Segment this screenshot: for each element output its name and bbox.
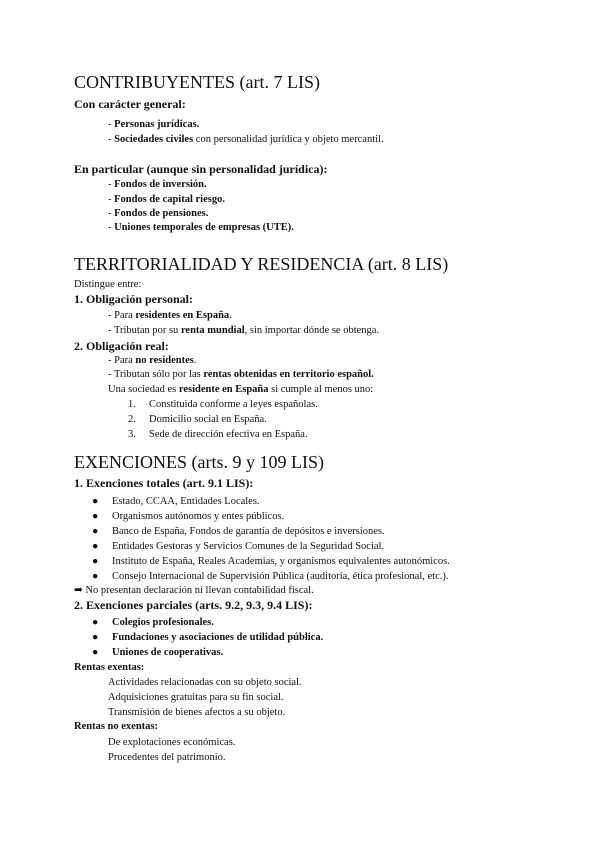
- bullet-icon: ●: [92, 511, 99, 522]
- list-item: - Fondos de pensiones.: [108, 208, 209, 219]
- list-item: Transmisión de bienes afectos a su objeto.: [108, 707, 286, 718]
- note: [74, 584, 314, 596]
- residence-rule: [108, 384, 373, 395]
- list-item: Procedentes del patrimonio.: [108, 752, 226, 763]
- bullet-icon: ●: [92, 541, 99, 552]
- text: Banco de España, Fondos de garantía de depósitos e inversiones.: [112, 526, 385, 537]
- text: Organismos autónomos y entes públicos.: [112, 511, 285, 522]
- text: No presentan declaración ni llevan contabilidad fiscal.: [85, 585, 314, 596]
- bullet-item: [92, 617, 572, 631]
- bullet-item: [92, 511, 572, 525]
- subheading-exenciones-totales: 1. Exenciones totales (art. 9.1 LIS):: [74, 476, 254, 490]
- arrow-icon: ➡: [74, 585, 83, 596]
- text: Entidades Gestoras y Servicios Comunes de la Seguridad Social.: [112, 541, 385, 552]
- list-item: - Para residentes en España.: [108, 310, 232, 321]
- section-title-territorialidad: TERRITORIALIDAD Y RESIDENCIA (art. 8 LIS): [74, 254, 449, 274]
- bold-text: residente en España: [178, 384, 269, 395]
- text: Una sociedad es: [108, 384, 179, 395]
- text: Sede de dirección efectiva en España.: [149, 429, 308, 440]
- bold-text: Sociedades civiles: [114, 134, 194, 145]
- bold-text: Uniones temporales de empresas (UTE).: [114, 222, 294, 233]
- bullet-item: [92, 556, 572, 570]
- bold-text: Fondos de inversión.: [114, 179, 207, 190]
- subheading-obligacion-real: 2. Obligación real:: [74, 339, 169, 353]
- bullet-icon: ●: [92, 617, 99, 628]
- list-item: Actividades relacionadas con su objeto social.: [108, 677, 302, 688]
- bullet-icon: ●: [92, 496, 99, 507]
- list-item: - Tributan sólo por las rentas obtenidas en territorio español.: [108, 369, 374, 380]
- numbered-item: 2. Domicilio social en España.: [128, 414, 267, 425]
- list-item: - Sociedades civiles con personalidad jurídica y objeto mercantil.: [108, 134, 384, 145]
- text: Tributan sólo por las: [113, 369, 204, 380]
- bullet-item: [92, 571, 572, 585]
- bold-text: Colegios profesionales.: [112, 617, 214, 628]
- list-item: - Fondos de capital riesgo.: [108, 194, 225, 205]
- bullet-icon: ●: [92, 526, 99, 537]
- text: Instituto de España, Reales Academias, y organismos equivalentes autonómicos.: [112, 556, 450, 567]
- subheading-exenciones-parciales: 2. Exenciones parciales (arts. 9.2, 9.3, 9.4 LIS):: [74, 598, 313, 612]
- list-item: Adquisiciones gratuitas para su fin social.: [108, 692, 284, 703]
- text: Estado, CCAA, Entidades Locales.: [112, 496, 260, 507]
- list-item: De explotaciones económicas.: [108, 737, 236, 748]
- text: Para: [114, 355, 136, 366]
- bullet-item: [92, 526, 572, 540]
- text: si cumple al menos uno:: [268, 384, 374, 395]
- list-item: - Para no residentes.: [108, 355, 197, 366]
- text: , sin importar dónde se obtenga.: [244, 325, 380, 336]
- text: con personalidad jurídica y objeto mercantil.: [193, 134, 384, 145]
- text: .: [229, 310, 232, 321]
- list-item: - Personas jurídicas.: [108, 119, 200, 130]
- bold-text: Fundaciones y asociaciones de utilidad pública.: [112, 632, 324, 643]
- subheading-general: Con carácter general:: [74, 97, 186, 111]
- text: Constituida conforme a leyes españolas.: [149, 399, 318, 410]
- text: Para: [114, 310, 136, 321]
- bold-text: no residentes: [135, 355, 194, 366]
- bullet-icon: ●: [92, 647, 99, 658]
- subheading-rentas-exentas: Rentas exentas:: [74, 662, 145, 673]
- bold-text: Personas jurídicas.: [114, 119, 200, 130]
- bullet-item: [92, 632, 572, 646]
- bullet-item: [92, 647, 572, 661]
- bold-text: renta mundial: [180, 325, 245, 336]
- list-item: - Uniones temporales de empresas (UTE).: [108, 222, 294, 233]
- text: .: [193, 355, 197, 366]
- bullet-icon: ●: [92, 556, 99, 567]
- section-title-exenciones: EXENCIONES (arts. 9 y 109 LIS): [74, 452, 324, 472]
- bold-text: residentes en España: [135, 310, 230, 321]
- intro-text: Distingue entre:: [74, 279, 142, 290]
- bold-text: Fondos de pensiones.: [114, 208, 209, 219]
- bold-text: Fondos de capital riesgo.: [114, 194, 225, 205]
- text: Tributan por su: [113, 325, 181, 336]
- subheading-particular: En particular (aunque sin personalidad jurídica):: [74, 162, 328, 176]
- bullet-icon: ●: [92, 632, 99, 643]
- list-item: - Tributan por su renta mundial, sin importar dónde se obtenga.: [108, 325, 380, 336]
- bullet-item: [92, 496, 572, 510]
- list-item: - Fondos de inversión.: [108, 179, 207, 190]
- numbered-item: 1. Constituida conforme a leyes españolas.: [128, 399, 318, 410]
- subheading-obligacion-personal: 1. Obligación personal:: [74, 292, 194, 306]
- text: Domicilio social en España.: [149, 414, 267, 425]
- bullet-icon: ●: [92, 571, 99, 582]
- section-title-contribuyentes: CONTRIBUYENTES (art. 7 LIS): [74, 72, 320, 92]
- subheading-rentas-no-exentas: Rentas no exentas:: [74, 721, 158, 732]
- bullet-item: [92, 541, 572, 555]
- numbered-item: 3. Sede de dirección efectiva en España.: [128, 429, 308, 440]
- text: Consejo Internacional de Supervisión Pública (auditoría, ética profesional, etc.).: [112, 571, 449, 582]
- bold-text: Uniones de cooperativas.: [112, 647, 224, 658]
- bold-text: rentas obtenidas en territorio español.: [203, 369, 374, 380]
